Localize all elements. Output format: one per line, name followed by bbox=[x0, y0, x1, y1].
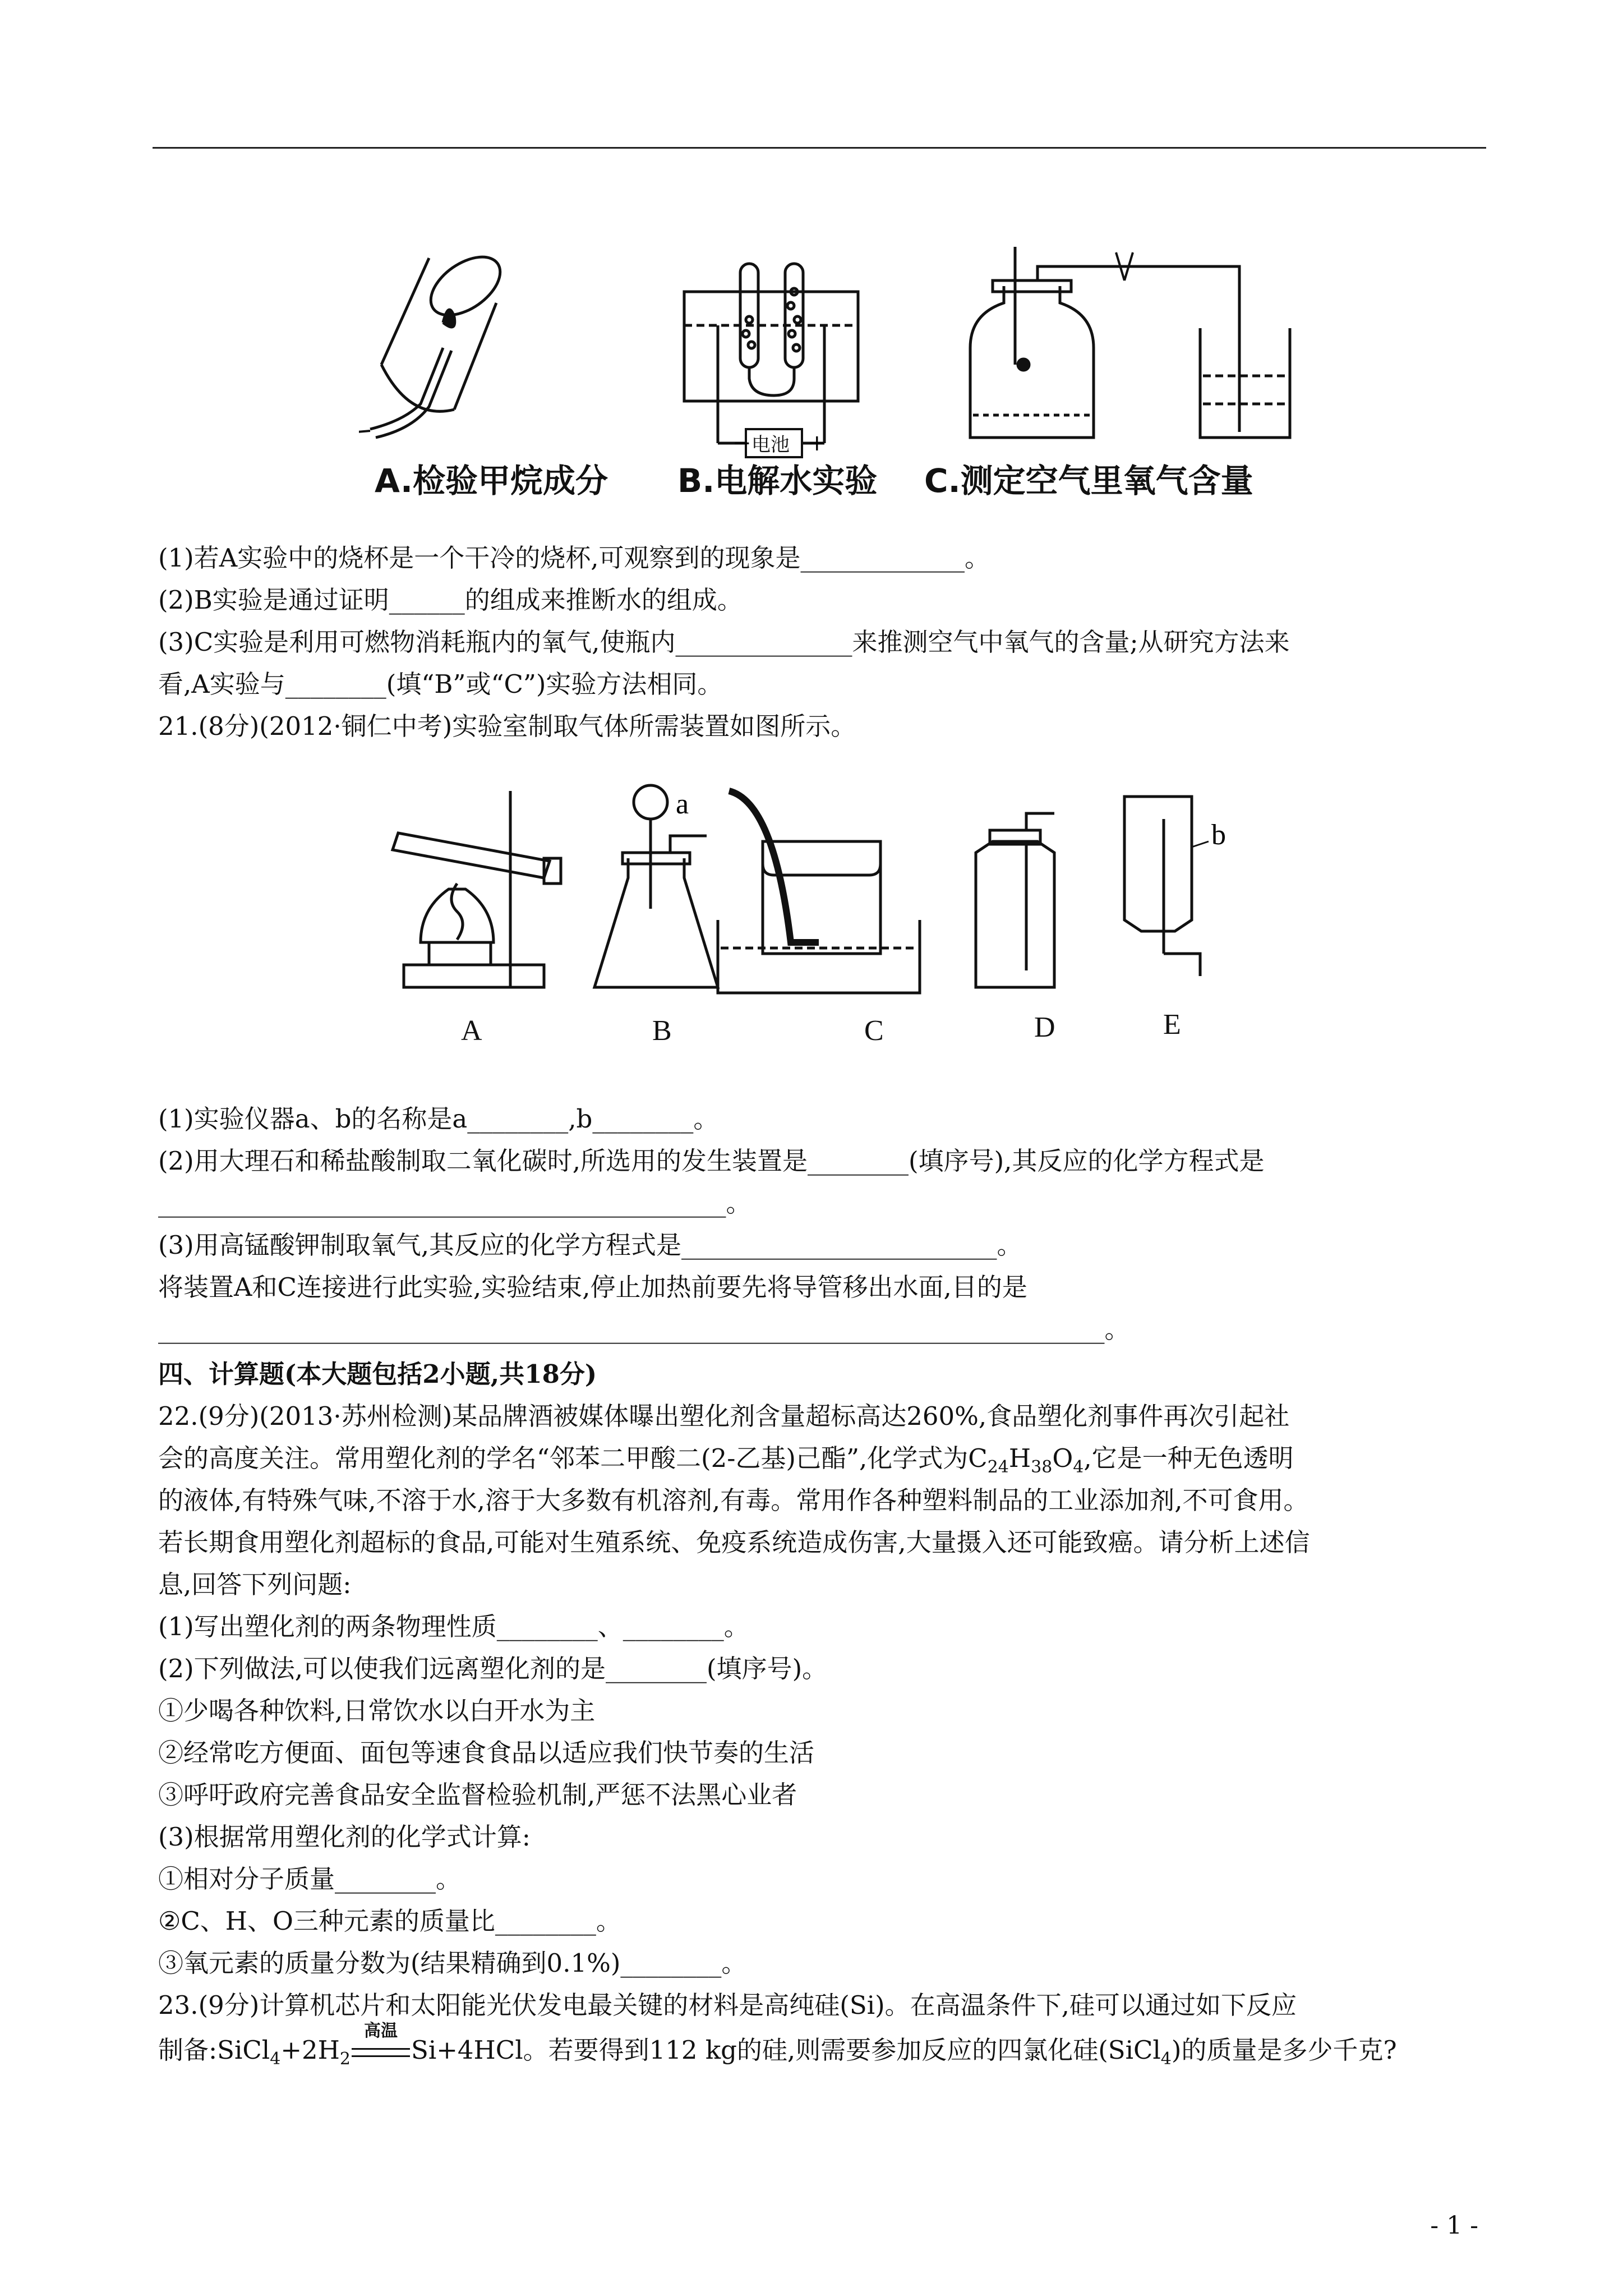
q22-sub3: (3)根据常用塑化剂的化学式计算: bbox=[158, 1822, 531, 1852]
q22-sub1: (1)写出塑化剂的两条物理性质________、________。 bbox=[158, 1612, 749, 1641]
q21-part2b: _____________________________________________。 bbox=[158, 1188, 751, 1218]
header-rule bbox=[153, 147, 1486, 149]
apparatus-e-bottle bbox=[1124, 797, 1209, 976]
fig-label-c: C bbox=[864, 1015, 884, 1047]
q21-part1: (1)实验仪器a、b的名称是a________,b________。 bbox=[158, 1104, 719, 1134]
q22-option2: ②经常吃方便面、面包等速食食品以适应我们快节奏的生活 bbox=[158, 1738, 815, 1768]
q21-part3b: 将装置A和C连接进行此实验,实验结束,停止加热前要先将导管移出水面,目的是 bbox=[158, 1272, 1027, 1302]
plasticizer-formula: $C_{24}H_{38}O_4$ bbox=[968, 1443, 1084, 1477]
q21-title: 21.(8分)(2012·铜仁中考)实验室制取气体所需装置如图所示。 bbox=[158, 711, 856, 741]
q21-part3a: (3)用高锰酸钾制取氧气,其反应的化学方程式是_________________________。 bbox=[158, 1230, 1022, 1260]
section-4-heading: 四、计算题(本大题包括2小题,共18分) bbox=[158, 1359, 597, 1389]
q20-part3b: 看,A实验与________(填“B”或“C”)实验方法相同。 bbox=[158, 669, 723, 699]
q22-calc2: ②C、H、O三种元素的质量比________。 bbox=[158, 1906, 621, 1936]
fig-label-b: B bbox=[652, 1015, 672, 1047]
apparatus-c-water-trough bbox=[718, 791, 920, 993]
q22-calc3: ③氧元素的质量分数为(结果精确到0.1%)________。 bbox=[158, 1948, 747, 1978]
q22-line3: 的液体,有特殊气味,不溶于水,溶于大多数有机溶剂,有毒。常用作各种塑料制品的工业添加剂,不可食用。 bbox=[158, 1485, 1309, 1515]
reaction-condition: 高温 bbox=[351, 2033, 411, 2067]
q22-line2: 会的高度关注。常用塑化剂的学名“邻苯二甲酸二(2-乙基)己酯”,化学式为$C_{24}H_{38}O_4$,它是一种无色透明 bbox=[158, 1443, 1294, 1477]
caption-b: B.电解水实验 bbox=[677, 462, 878, 500]
q21-part2a: (2)用大理石和稀盐酸制取二氧化碳时,所选用的发生装置是________(填序号),其反应的化学方程式是 bbox=[158, 1146, 1265, 1176]
battery-plus: + bbox=[808, 430, 827, 456]
fig-label-d: D bbox=[1034, 1011, 1055, 1043]
q22-line5: 息,回答下列问题: bbox=[158, 1570, 352, 1599]
q20-part2: (2)B实验是通过证明______的组成来推断水的组成。 bbox=[158, 585, 743, 615]
mark-b: b bbox=[1211, 819, 1226, 851]
q23-line2: 制备$:SiCl_4+2H_2$ 高温 Si+4HCl。若要得到112 kg的硅,则需要参加反应的四氯化硅(SiCl$_4$)的质量是多少千克? bbox=[158, 2021, 1397, 2069]
q21-part3c: ___________________________________________________________________________。 bbox=[158, 1314, 1130, 1344]
caption-a: A.检验甲烷成分 bbox=[375, 462, 608, 500]
mark-a: a bbox=[676, 788, 689, 820]
apparatus-c-oxygen bbox=[970, 247, 1290, 438]
q20-part1: (1)若A实验中的烧杯是一个干冷的烧杯,可观察到的现象是_____________。 bbox=[158, 543, 990, 573]
figure-lab-apparatus bbox=[381, 780, 1279, 1015]
page-number: - 1 - bbox=[1430, 2211, 1478, 2240]
battery-label: 电池 bbox=[751, 434, 790, 456]
q22-line4: 若长期食用塑化剂超标的食品,可能对生殖系统、免疫系统造成伤害,大量摄入还可能致癌。请分析上述信 bbox=[158, 1527, 1310, 1557]
caption-c: C.测定空气里氧气含量 bbox=[924, 462, 1253, 500]
q22-option1: ①少喝各种饮料,日常饮水以白开水为主 bbox=[158, 1696, 596, 1726]
battery-minus: − bbox=[732, 430, 751, 456]
apparatus-d-bottle bbox=[976, 813, 1054, 987]
fig-label-e: E bbox=[1163, 1009, 1181, 1041]
apparatus-b-electrolysis bbox=[684, 264, 858, 457]
q20-part3a: (3)C实验是利用可燃物消耗瓶内的氧气,使瓶内______________来推测空气中氧气的含量;从研究方法来 bbox=[158, 627, 1290, 657]
q22-sub2: (2)下列做法,可以使我们远离塑化剂的是________(填序号)。 bbox=[158, 1654, 828, 1683]
apparatus-a-beaker bbox=[359, 245, 510, 439]
fig-label-a: A bbox=[461, 1015, 482, 1047]
apparatus-b-flask bbox=[594, 785, 718, 987]
q22-line1: 22.(9分)(2013·苏州检测)某品牌酒被媒体曝出塑化剂含量超标高达260%,食品塑化剂事件再次引起社 bbox=[158, 1401, 1290, 1431]
apparatus-a-heating bbox=[393, 791, 561, 987]
q22-option3: ③呼吁政府完善食品安全监督检验机制,严惩不法黑心业者 bbox=[158, 1780, 797, 1810]
q22-calc1: ①相对分子质量________。 bbox=[158, 1864, 462, 1894]
q23-line1: 23.(9分)计算机芯片和太阳能光伏发电最关键的材料是高纯硅(Si)。在高温条件下,硅可以通过如下反应 bbox=[158, 1990, 1297, 2020]
